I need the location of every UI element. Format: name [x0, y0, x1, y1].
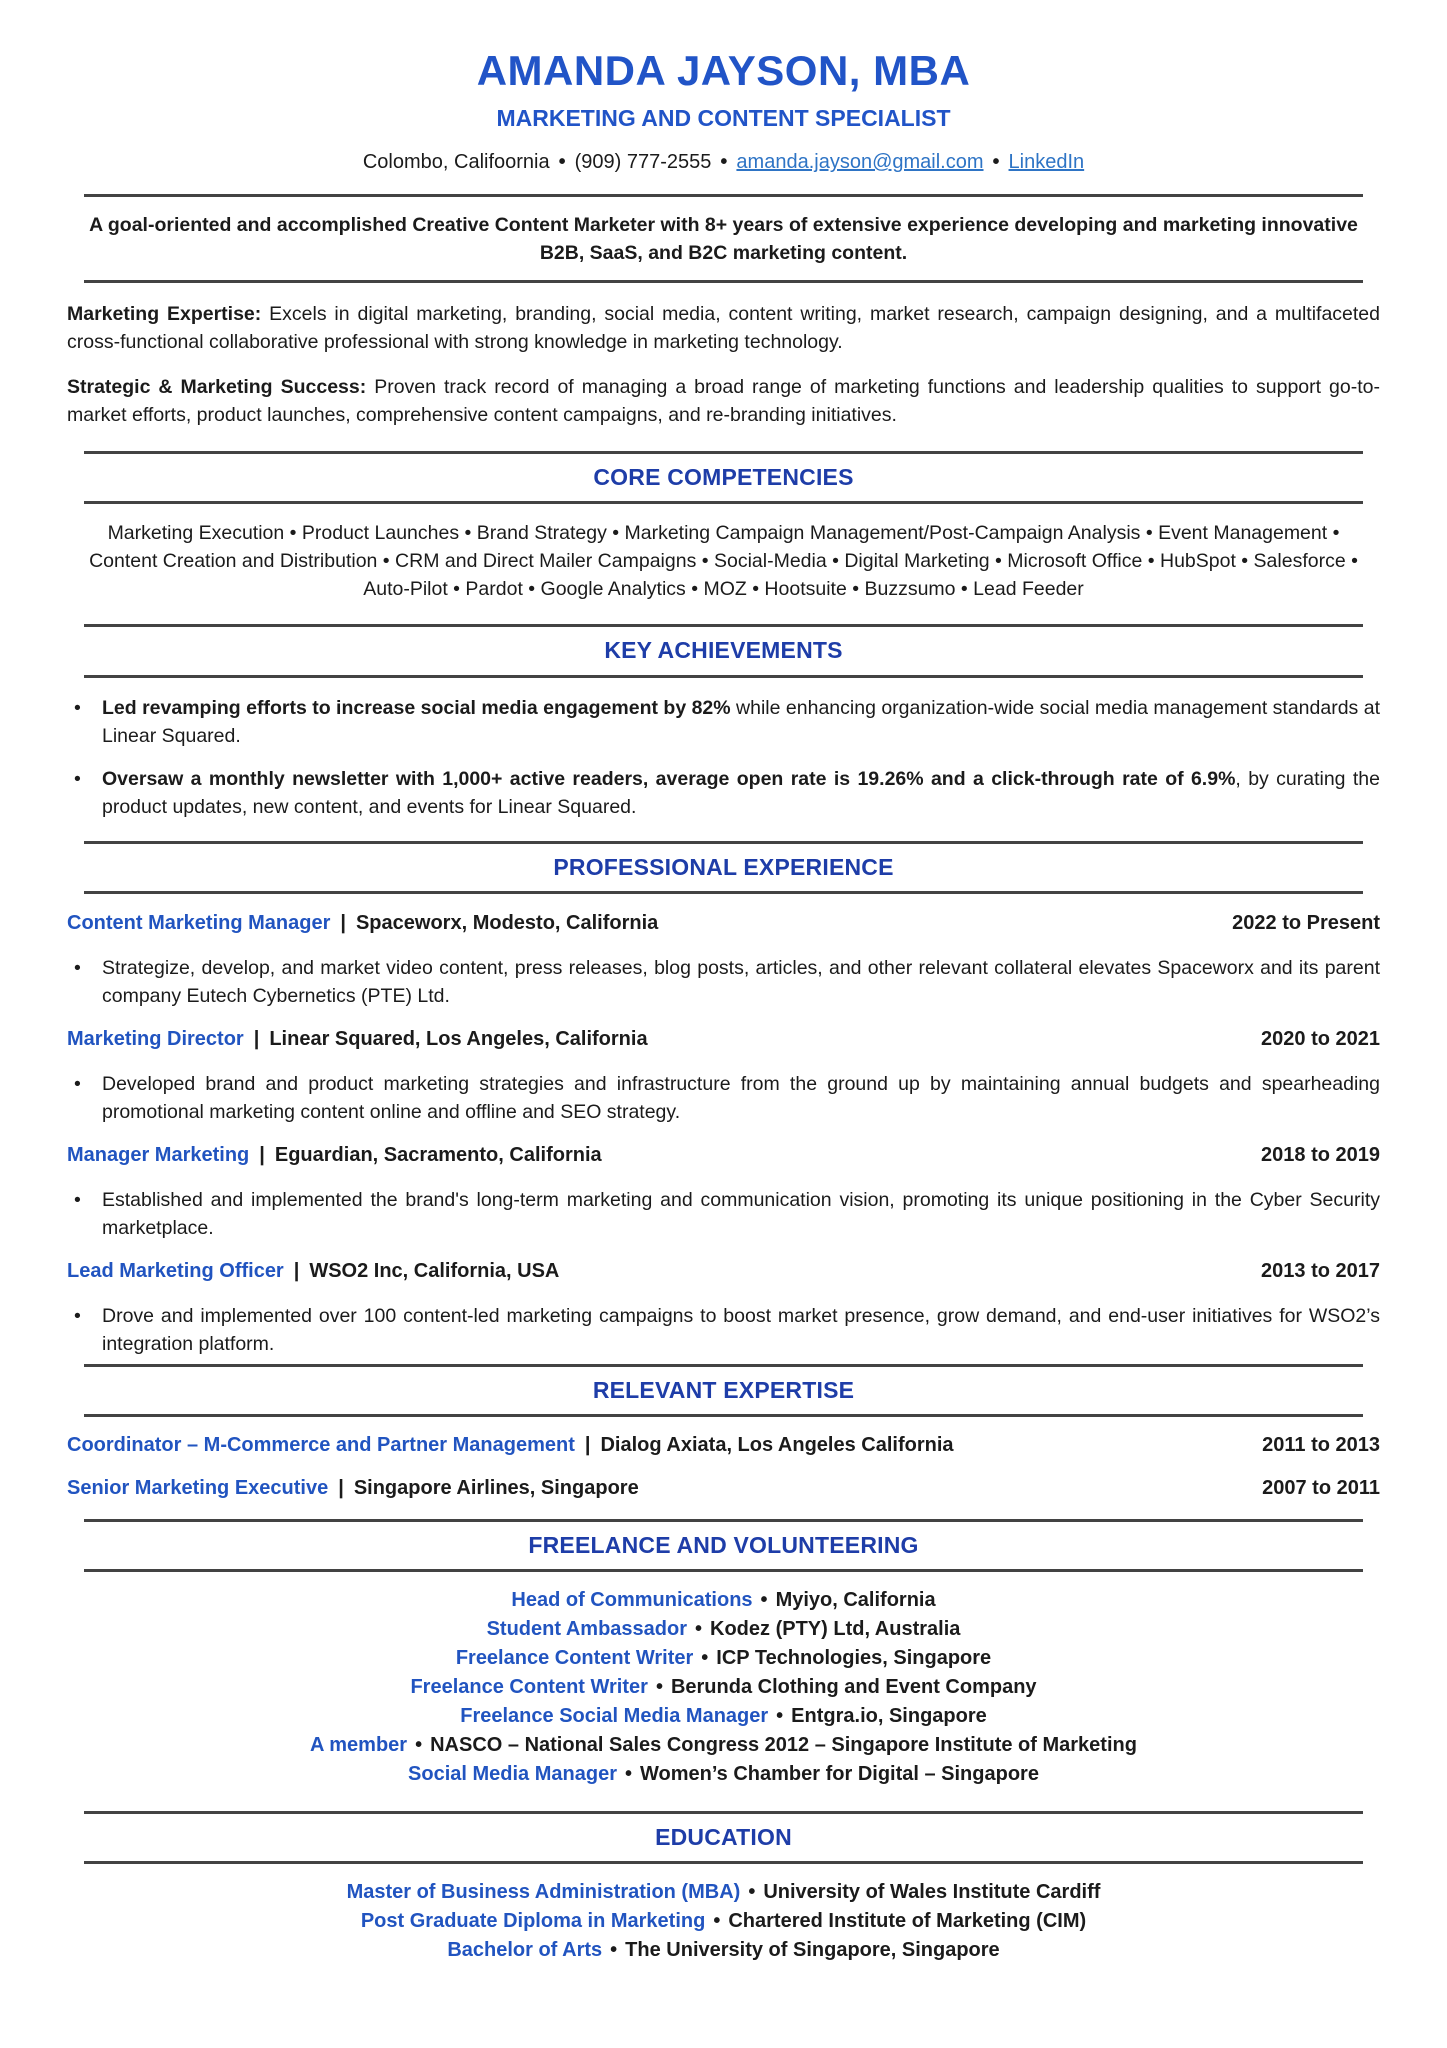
- bullet-icon: •: [74, 767, 81, 790]
- section-education: [67, 1811, 1380, 1864]
- expertise-title: Senior Marketing Executive: [67, 1476, 329, 1499]
- education-school: The University of Singapore, Singapore: [625, 1938, 1000, 1961]
- job-company: Eguardian, Sacramento, California: [274, 1143, 602, 1166]
- dot-separator: •: [624, 1762, 632, 1785]
- job-entry: [67, 1025, 1380, 1126]
- freelance-org: Entgra.io, Singapore: [791, 1704, 987, 1727]
- education-list: [67, 1878, 1380, 1965]
- expertise-row: [67, 1431, 1380, 1460]
- divider: [84, 1811, 1363, 1814]
- section-heading-core-competencies: CORE COMPETENCIES: [593, 463, 854, 490]
- education-item: [67, 1936, 1380, 1965]
- education-degree: Master of Business Administration (MBA): [346, 1880, 741, 1903]
- linkedin-link[interactable]: LinkedIn: [1008, 151, 1085, 174]
- freelance-org: NASCO – National Sales Congress 2012 – Singapore Institute of Marketing: [430, 1733, 1137, 1756]
- bullet-icon: •: [74, 1304, 81, 1327]
- job-header-row: [67, 1025, 1380, 1054]
- job-header-row: [67, 1141, 1380, 1170]
- education-item: [67, 1907, 1380, 1936]
- education-degree: Post Graduate Diploma in Marketing: [360, 1909, 706, 1932]
- job-dates: 2013 to 2017: [1261, 1259, 1380, 1282]
- section-freelance-volunteering: [67, 1519, 1380, 1572]
- job-bullet-text: Established and implemented the brand's long-term marketing and communication vision, promoting its unique positioning in the Cyber Security marketplace.: [102, 1188, 1380, 1239]
- job-title: Manager Marketing: [67, 1143, 250, 1166]
- job-bullet: [67, 1186, 1380, 1242]
- candidate-title: MARKETING AND CONTENT SPECIALIST: [496, 105, 951, 132]
- section-heading-relevant-expertise: RELEVANT EXPERTISE: [592, 1376, 855, 1403]
- freelance-role: Social Media Manager: [408, 1762, 617, 1785]
- title-company-separator: |: [259, 1143, 265, 1166]
- divider: [84, 1519, 1363, 1522]
- freelance-item: [67, 1586, 1380, 1615]
- job-entry: [67, 1257, 1380, 1358]
- freelance-list: [67, 1586, 1380, 1789]
- divider: [84, 891, 1363, 894]
- bullet-icon: •: [74, 696, 81, 719]
- candidate-name: AMANDA JAYSON, MBA: [476, 47, 971, 94]
- dot-separator: •: [415, 1733, 423, 1756]
- dot-separator: •: [610, 1938, 618, 1961]
- section-relevant-expertise: [67, 1364, 1380, 1417]
- freelance-org: Myiyo, California: [775, 1588, 936, 1611]
- profile-paragraph: [67, 300, 1380, 356]
- education-school: Chartered Institute of Marketing (CIM): [728, 1909, 1087, 1932]
- job-title: Lead Marketing Officer: [67, 1259, 284, 1282]
- paragraph-label: Strategic & Marketing Success:: [67, 376, 367, 399]
- section-key-achievements: [67, 624, 1380, 677]
- divider: [84, 194, 1363, 197]
- expertise-company: Dialog Axiata, Los Angeles California: [600, 1433, 954, 1456]
- achievement-text: [102, 694, 1380, 750]
- expertise-title: Coordinator – M-Commerce and Partner Management: [67, 1433, 575, 1456]
- bullet-icon: •: [74, 1188, 81, 1211]
- freelance-item: [67, 1615, 1380, 1644]
- job-header-row: [67, 1257, 1380, 1286]
- title-company-separator: |: [293, 1259, 300, 1282]
- freelance-role: Head of Communications: [511, 1588, 753, 1611]
- divider: [84, 1861, 1363, 1864]
- contact-phone: (909) 777-2555: [574, 151, 712, 174]
- freelance-role: A member: [310, 1733, 408, 1756]
- expertise-row: [67, 1474, 1380, 1503]
- section-heading-key-achievements: KEY ACHIEVEMENTS: [604, 637, 843, 664]
- paragraph-text: Proven track record of managing a broad range of marketing functions and leadership qualities to support go-to-market efforts, product launches, comprehensive content campaigns, and re-branding initiatives.: [67, 376, 1380, 427]
- achievement-item: [67, 694, 1380, 750]
- job-bullet: [67, 954, 1380, 1010]
- freelance-item: [67, 1673, 1380, 1702]
- title-company-separator: |: [584, 1433, 591, 1456]
- achievement-highlight: Oversaw a monthly newsletter with 1,000+ active readers, average open rate is 19.26% and a click-through rate of 6.9%: [102, 767, 1236, 790]
- divider: [84, 1569, 1363, 1572]
- resume-header: [67, 48, 1380, 177]
- dot-separator: •: [655, 1675, 663, 1698]
- freelance-org: Kodez (PTY) Ltd, Australia: [710, 1617, 961, 1640]
- divider: [84, 675, 1363, 678]
- section-heading-professional-experience: PROFESSIONAL EXPERIENCE: [553, 853, 894, 880]
- job-header-row: [67, 909, 1380, 938]
- job-dates: 2018 to 2019: [1261, 1143, 1380, 1166]
- bullet-icon: •: [74, 1072, 81, 1095]
- achievement-item: [67, 765, 1380, 821]
- job-bullet: [67, 1070, 1380, 1126]
- summary-statement: A goal-oriented and accomplished Creative Content Marketer with 8+ years of extensive experience developing and marketing innovative B2B, SaaS, and B2C marketing content.: [89, 214, 1358, 265]
- job-entry: [67, 909, 1380, 1010]
- title-company-separator: |: [340, 912, 346, 934]
- job-company: Linear Squared, Los Angeles, California: [269, 1027, 648, 1050]
- education-item: [67, 1878, 1380, 1907]
- contact-separator: •: [720, 151, 728, 174]
- expertise-company: Singapore Airlines, Singapore: [353, 1476, 639, 1499]
- dot-separator: •: [701, 1646, 709, 1669]
- job-dates: 2020 to 2021: [1261, 1027, 1380, 1050]
- freelance-item: [67, 1760, 1380, 1789]
- dot-separator: •: [748, 1880, 756, 1903]
- job-bullet-text: Developed brand and product marketing strategies and infrastructure from the ground up by maintaining annual budgets and spearheading promotional marketing content online and offline and SEO strategy.: [102, 1072, 1380, 1123]
- profile-paragraphs: [67, 300, 1380, 429]
- paragraph-label: Marketing Expertise:: [67, 303, 262, 326]
- freelance-item: [67, 1644, 1380, 1673]
- job-company: WSO2 Inc, California, USA: [309, 1259, 560, 1282]
- dot-separator: •: [776, 1704, 784, 1727]
- contact-separator: •: [992, 151, 1000, 174]
- dot-separator: •: [760, 1588, 768, 1611]
- email-link[interactable]: amanda.jayson@gmail.com: [736, 151, 984, 174]
- freelance-item: [67, 1702, 1380, 1731]
- key-achievements-list: [67, 694, 1380, 821]
- section-professional-experience: [67, 841, 1380, 894]
- profile-paragraph: [67, 373, 1380, 429]
- freelance-item: [67, 1731, 1380, 1760]
- achievement-detail: while enhancing organization-wide social media management standards at Linear Squared.: [102, 696, 1380, 747]
- job-entry: [67, 1141, 1380, 1242]
- section-core-competencies: [67, 451, 1380, 504]
- achievement-detail: , by curating the product updates, new content, and events for Linear Squared.: [102, 767, 1381, 818]
- section-heading-freelance-volunteering: FREELANCE AND VOLUNTEERING: [528, 1531, 919, 1558]
- job-dates: 2022 to Present: [1232, 912, 1380, 934]
- job-bullet-text: Strategize, develop, and market video content, press releases, blog posts, articles, and other relevant collateral elevates Spaceworx and its parent company Eutech Cybernetics (PTE) Ltd.: [102, 956, 1380, 1007]
- expertise-dates: 2007 to 2011: [1262, 1476, 1380, 1499]
- dot-separator: •: [695, 1617, 703, 1640]
- freelance-org: Berunda Clothing and Event Company: [670, 1675, 1037, 1698]
- achievement-highlight: Led revamping efforts to increase social media engagement by 82%: [102, 696, 731, 719]
- divider: [84, 451, 1363, 454]
- achievement-text: [102, 765, 1380, 821]
- job-title: Marketing Director: [67, 1027, 244, 1050]
- freelance-role: Freelance Social Media Manager: [460, 1704, 769, 1727]
- job-company: Spaceworx, Modesto, California: [355, 912, 659, 934]
- core-competencies-list: Marketing Execution • Product Launches • Brand Strategy • Marketing Campaign Management/Post-Campaign Analysis • Event Management • Content Creation and Distribution • CRM and Direct Mailer Campaigns • Social-Media • Digital Marketing • Microsoft Office • HubSpot • Salesforce • Auto-Pilot • Pardot • Google Analytics • MOZ • Hootsuite • Buzzsumo • Lead Feeder: [89, 521, 1358, 601]
- education-school: University of Wales Institute Cardiff: [763, 1880, 1101, 1903]
- divider: [84, 280, 1363, 283]
- bullet-icon: •: [74, 956, 81, 979]
- divider: [84, 1364, 1363, 1367]
- relevant-expertise-list: [67, 1431, 1380, 1503]
- divider: [84, 624, 1363, 627]
- contact-location: Colombo, Califoornia: [362, 151, 550, 174]
- divider: [84, 501, 1363, 504]
- section-heading-education: EDUCATION: [655, 1823, 792, 1850]
- title-company-separator: |: [338, 1476, 344, 1499]
- freelance-org: ICP Technologies, Singapore: [716, 1646, 992, 1669]
- job-title: Content Marketing Manager: [67, 912, 331, 934]
- freelance-role: Student Ambassador: [486, 1617, 687, 1640]
- contact-separator: •: [558, 151, 566, 174]
- experience-list: [67, 909, 1380, 1358]
- freelance-org: Women’s Chamber for Digital – Singapore: [640, 1762, 1039, 1785]
- dot-separator: •: [713, 1909, 721, 1932]
- freelance-role: Freelance Content Writer: [455, 1646, 694, 1669]
- contact-line: [67, 148, 1380, 177]
- freelance-role: Freelance Content Writer: [410, 1675, 648, 1698]
- paragraph-text: Excels in digital marketing, branding, social media, content writing, market research, campaign designing, and a multifaceted cross-functional collaborative professional with strong knowledge in marketing technology.: [67, 303, 1380, 354]
- divider: [84, 1414, 1363, 1417]
- divider: [84, 841, 1363, 844]
- title-company-separator: |: [253, 1027, 260, 1050]
- expertise-dates: 2011 to 2013: [1262, 1433, 1380, 1456]
- job-bullet: [67, 1302, 1380, 1358]
- education-degree: Bachelor of Arts: [447, 1938, 603, 1961]
- job-bullet-text: Drove and implemented over 100 content-led marketing campaigns to boost market presence, grow demand, and end-user initiatives for WSO2’s integration platform.: [102, 1304, 1380, 1355]
